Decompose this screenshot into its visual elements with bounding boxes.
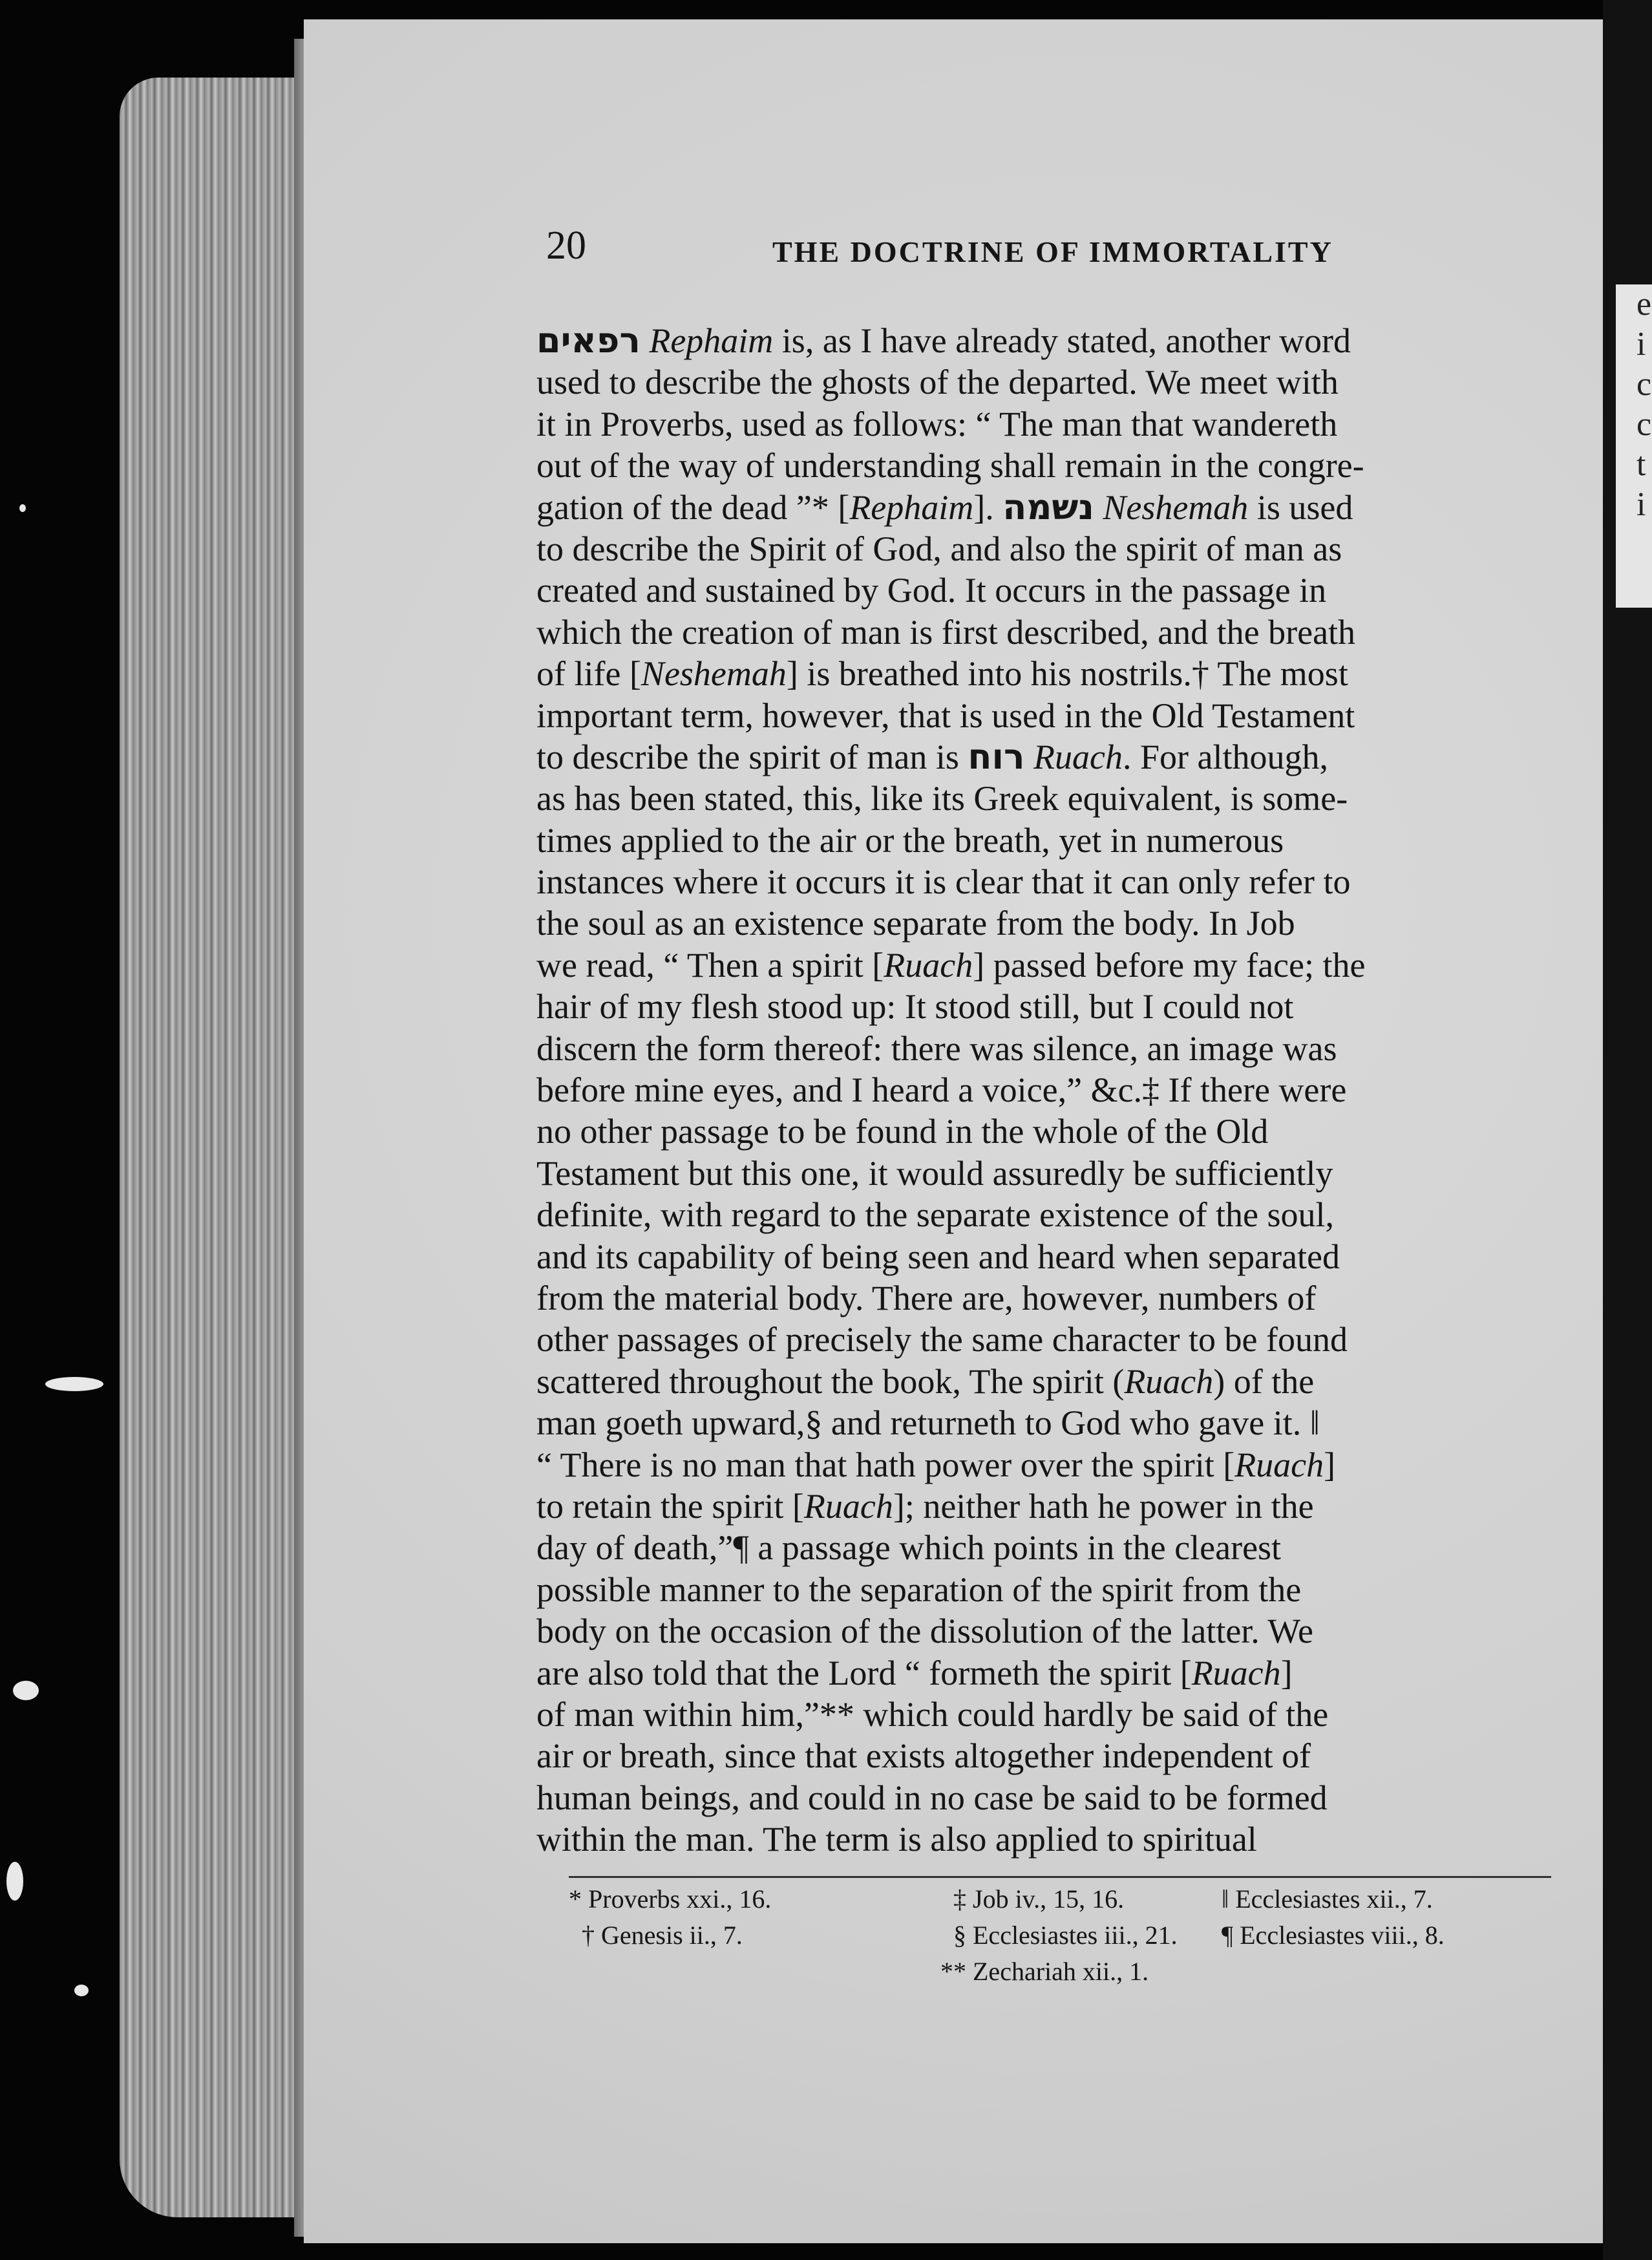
facing-letter: t <box>1636 446 1646 483</box>
body-line: the soul as an existence separate from the body. In Job <box>536 904 1295 943</box>
body-line: definite, with regard to the separate existence of the soul, <box>536 1195 1335 1235</box>
facing-letter: c <box>1636 406 1652 443</box>
body-line: to describe the spirit of man is רוח Ruach. For although, <box>536 736 1328 777</box>
body-line: body on the occasion of the dissolution of the latter. We <box>536 1612 1313 1651</box>
body-line: human beings, and could in no case be said to be formed <box>536 1778 1328 1817</box>
body-line: possible manner to the separation of the spirit from the <box>536 1570 1302 1609</box>
dust-speck <box>6 1862 23 1901</box>
transliteration: Rephaim <box>849 487 974 527</box>
body-line: to describe the Spirit of God, and also the spirit of man as <box>536 529 1342 568</box>
running-title: THE DOCTRINE OF IMMORTALITY <box>772 235 1333 268</box>
body-line: of life [Neshemah] is breathed into his nostrils.† The most <box>536 654 1348 694</box>
body-line: other passages of precisely the same character to be found <box>536 1320 1348 1359</box>
footnote-column-2 <box>940 1881 1178 1990</box>
body-line: created and sustained by God. It occurs in the passage in <box>536 571 1327 610</box>
footnote: ** Zechariah xii., 1. <box>940 1957 1149 1986</box>
body-line: hair of my flesh stood up: It stood still, but I could not <box>536 987 1294 1027</box>
facing-page-fragment <box>1616 284 1652 608</box>
body-line: and its capability of being seen and heard when separated <box>536 1237 1340 1276</box>
body-line: from the material body. There are, however, numbers of <box>536 1278 1317 1317</box>
dust-speck <box>45 1377 103 1391</box>
body-line: are also told that the Lord “ formeth the spirit [Ruach] <box>536 1653 1293 1692</box>
body-line: times applied to the air or the breath, yet in numerous <box>536 820 1284 860</box>
transliteration: Neshemah <box>1103 487 1249 527</box>
footnote: ¶ Ecclesiastes viii., 8. <box>1222 1921 1445 1950</box>
hebrew-word: רפאים <box>536 320 641 361</box>
facing-letter: c <box>1636 366 1652 403</box>
transliteration: Ruach <box>803 1486 893 1526</box>
body-line: man goeth upward,§ and returneth to God who gave it. ‖ <box>536 1403 1320 1443</box>
body-line: air or breath, since that exists altogether independent of <box>536 1736 1311 1776</box>
body-line: Testament but this one, it would assuredly be sufficiently <box>536 1153 1333 1193</box>
footnote-column-3 <box>1222 1881 1445 1954</box>
footnote: * Proverbs xxi., 16. <box>569 1884 772 1914</box>
body-line: gation of the dead ”* [Rephaim]. נשמה Neshemah is used <box>536 486 1353 528</box>
transliteration: Ruach <box>1124 1361 1214 1401</box>
facing-letter: e <box>1636 286 1652 323</box>
page-number: 20 <box>546 224 586 268</box>
body-line: within the man. The term is also applied to spiritual <box>536 1820 1257 1859</box>
body-line: out of the way of understanding shall remain in the congre- <box>536 446 1364 485</box>
footnote: ‡ Job iv., 15, 16. <box>953 1884 1125 1914</box>
dust-speck <box>19 504 26 512</box>
footnote: ‖ Ecclesiastes xii., 7. <box>1222 1884 1433 1914</box>
body-line: discern the form thereof: there was silence, an image was <box>536 1029 1337 1068</box>
transliteration: Ruach <box>1033 737 1123 776</box>
facing-letter: i <box>1636 326 1646 363</box>
body-line: important term, however, that is used in the Old Testament <box>536 696 1355 735</box>
page-header <box>546 223 1580 281</box>
footnote: † Genesis ii., 7. <box>582 1921 743 1950</box>
footnote-column-1 <box>569 1881 771 1954</box>
transliteration: Ruach <box>1191 1653 1281 1692</box>
page-edges <box>120 78 313 2217</box>
body-line: we read, “ Then a spirit [Ruach] passed before my face; the <box>536 945 1366 985</box>
body-line: as has been stated, this, like its Greek equivalent, is some- <box>536 779 1348 818</box>
transliteration: Rephaim <box>649 321 774 360</box>
transliteration: Ruach <box>884 945 973 985</box>
hebrew-word: נשמה <box>1002 486 1094 528</box>
body-line: to retain the spirit [Ruach]; neither hath he power in the <box>536 1486 1314 1526</box>
dust-speck <box>74 1985 89 1996</box>
transliteration: Neshemah <box>641 654 787 694</box>
body-line: scattered throughout the book, The spirit (Ruach) of the <box>536 1361 1315 1401</box>
body-line: רפאים Rephaim is, as I have already stated, another word <box>536 320 1351 361</box>
body-line: day of death,”¶ a passage which points in the clearest <box>536 1528 1282 1568</box>
body-line: no other passage to be found in the whole of the Old <box>536 1112 1269 1151</box>
body-line: “ There is no man that hath power over the spirit [Ruach] <box>536 1445 1336 1484</box>
dust-speck <box>13 1681 39 1700</box>
body-line: it in Proverbs, used as follows: “ The man that wandereth <box>536 404 1338 443</box>
body-line: used to describe the ghosts of the departed. We meet with <box>536 363 1339 402</box>
transliteration: Ruach <box>1234 1445 1324 1484</box>
body-line: instances where it occurs it is clear that it can only refer to <box>536 862 1351 902</box>
body-line: of man within him,”** which could hardly be said of the <box>536 1694 1329 1734</box>
hebrew-word: רוח <box>968 736 1025 777</box>
footnote: § Ecclesiastes iii., 21. <box>953 1921 1178 1950</box>
body-text <box>536 320 1564 1860</box>
body-line: before mine eyes, and I heard a voice,” &c.‡ If there were <box>536 1071 1347 1110</box>
facing-letter: i <box>1636 486 1646 523</box>
footnote-rule <box>569 1876 1551 1878</box>
body-line: which the creation of man is first described, and the breath <box>536 612 1356 652</box>
